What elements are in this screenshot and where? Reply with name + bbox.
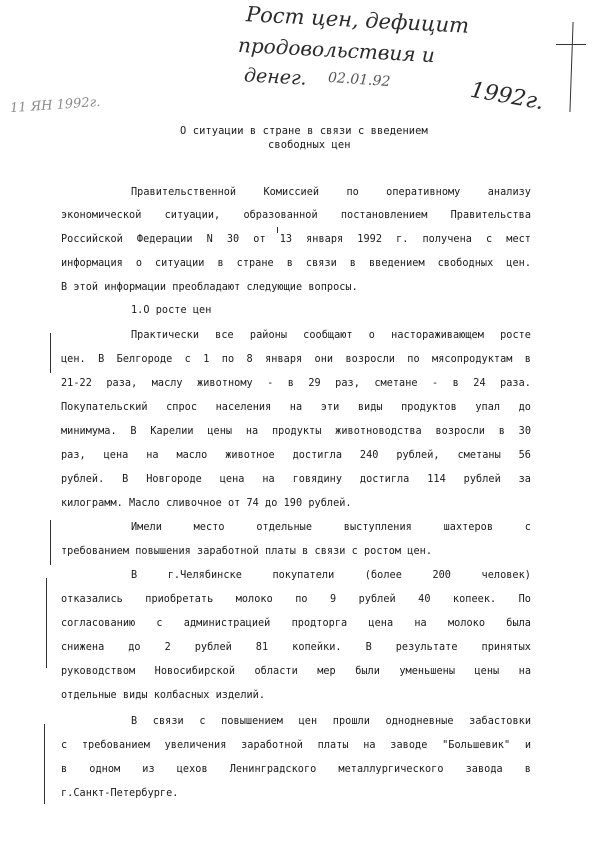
paragraph-3-line: отказались приобретать молоко по 9 рублей 40 копеек. По	[61, 594, 531, 605]
handwritten-note-line-2: продовольствия и	[237, 32, 436, 68]
paragraph-4-line: в одном из цехов Ленинградского металлургического завода в	[61, 764, 531, 775]
paragraph-1-line: цен. В Белгороде с 1 по 8 января они возросли по мясопродуктам в	[61, 354, 531, 365]
intro-line: Правительственной Комиссией по оперативному анализу	[131, 187, 531, 198]
margin-bracket	[50, 520, 51, 565]
handwritten-cross-mark	[569, 22, 573, 112]
paragraph-1-line: 21-22 раза, маслу животному - в 29 раз, сметане - в 24 раза.	[61, 378, 531, 389]
paragraph-3-line: руководством Новосибирской области мер были уменьшены цены на	[61, 666, 531, 677]
handwritten-tick-mark	[277, 227, 278, 233]
margin-bracket	[50, 333, 51, 373]
paragraph-1-line: минимума. В Карелии цены на продукты животноводства возросли в 30	[61, 426, 531, 437]
margin-bracket	[44, 724, 45, 804]
margin-bracket	[46, 578, 47, 668]
paragraph-1-line: раз, цена на масло животное достигла 240 рублей, сметаны 56	[61, 450, 531, 461]
handwritten-year: 1992г.	[468, 77, 546, 116]
intro-line: В этой информации преобладают следующие вопросы.	[61, 282, 358, 293]
paragraph-3-line: отдельные виды колбасных изделий.	[61, 690, 266, 701]
title-line-2: свободных цен	[268, 139, 351, 151]
paragraph-1-line: Покупательский спрос населения на эти виды продуктов упал до	[61, 402, 531, 413]
paragraph-3-line: снижена до 2 рублей 81 копейки. В результате принятых	[61, 642, 531, 653]
handwritten-date: 02.01.92	[327, 69, 391, 91]
paragraph-4-line: с требованием увеличения заработной платы на заводе "Большевик" и	[61, 740, 531, 751]
handwritten-note-line-3: денег.	[243, 64, 308, 90]
section-heading: 1.О росте цен	[131, 305, 212, 316]
paragraph-1-line: килограмм. Масло сливочное от 74 до 190 рублей.	[61, 498, 352, 509]
paragraph-2-line: требованием повышения заработной платы в связи с ростом цен.	[61, 546, 433, 557]
paragraph-1-line: рублей. В Новгороде цена на говядину достигла 114 рублей за	[61, 474, 531, 485]
document-title	[180, 124, 480, 152]
handwritten-note-line-1: Рост цен, дефицит	[245, 2, 470, 38]
title-line-1: О ситуации в стране в связи с введением	[180, 125, 428, 137]
paragraph-2-line: Имели место отдельные выступления шахтеров с	[131, 522, 531, 533]
paragraph-4-line: г.Санкт-Петербурге.	[61, 788, 179, 799]
handwritten-cross-bar	[556, 44, 586, 45]
intro-line: Российской Федерации N 30 от 13 января 1992 г. получена с мест	[61, 234, 531, 245]
intro-line: информация о ситуации в стране в связи в введением свободных цен.	[61, 258, 531, 269]
paragraph-1-line: Практически все районы сообщают о настораживающем росте	[131, 330, 531, 341]
paragraph-4-line: В связи с повышением цен прошли однодневные забастовки	[131, 716, 531, 727]
paragraph-3-line: согласованию с администрацией продторга цена на молоко была	[61, 618, 531, 629]
paragraph-3-line: В г.Челябинске покупатели (более 200 человек)	[131, 570, 531, 581]
handwritten-left-note: 11 ЯН 1992г.	[9, 94, 101, 117]
intro-line: экономической ситуации, образованной постановлением Правительства	[61, 210, 531, 221]
